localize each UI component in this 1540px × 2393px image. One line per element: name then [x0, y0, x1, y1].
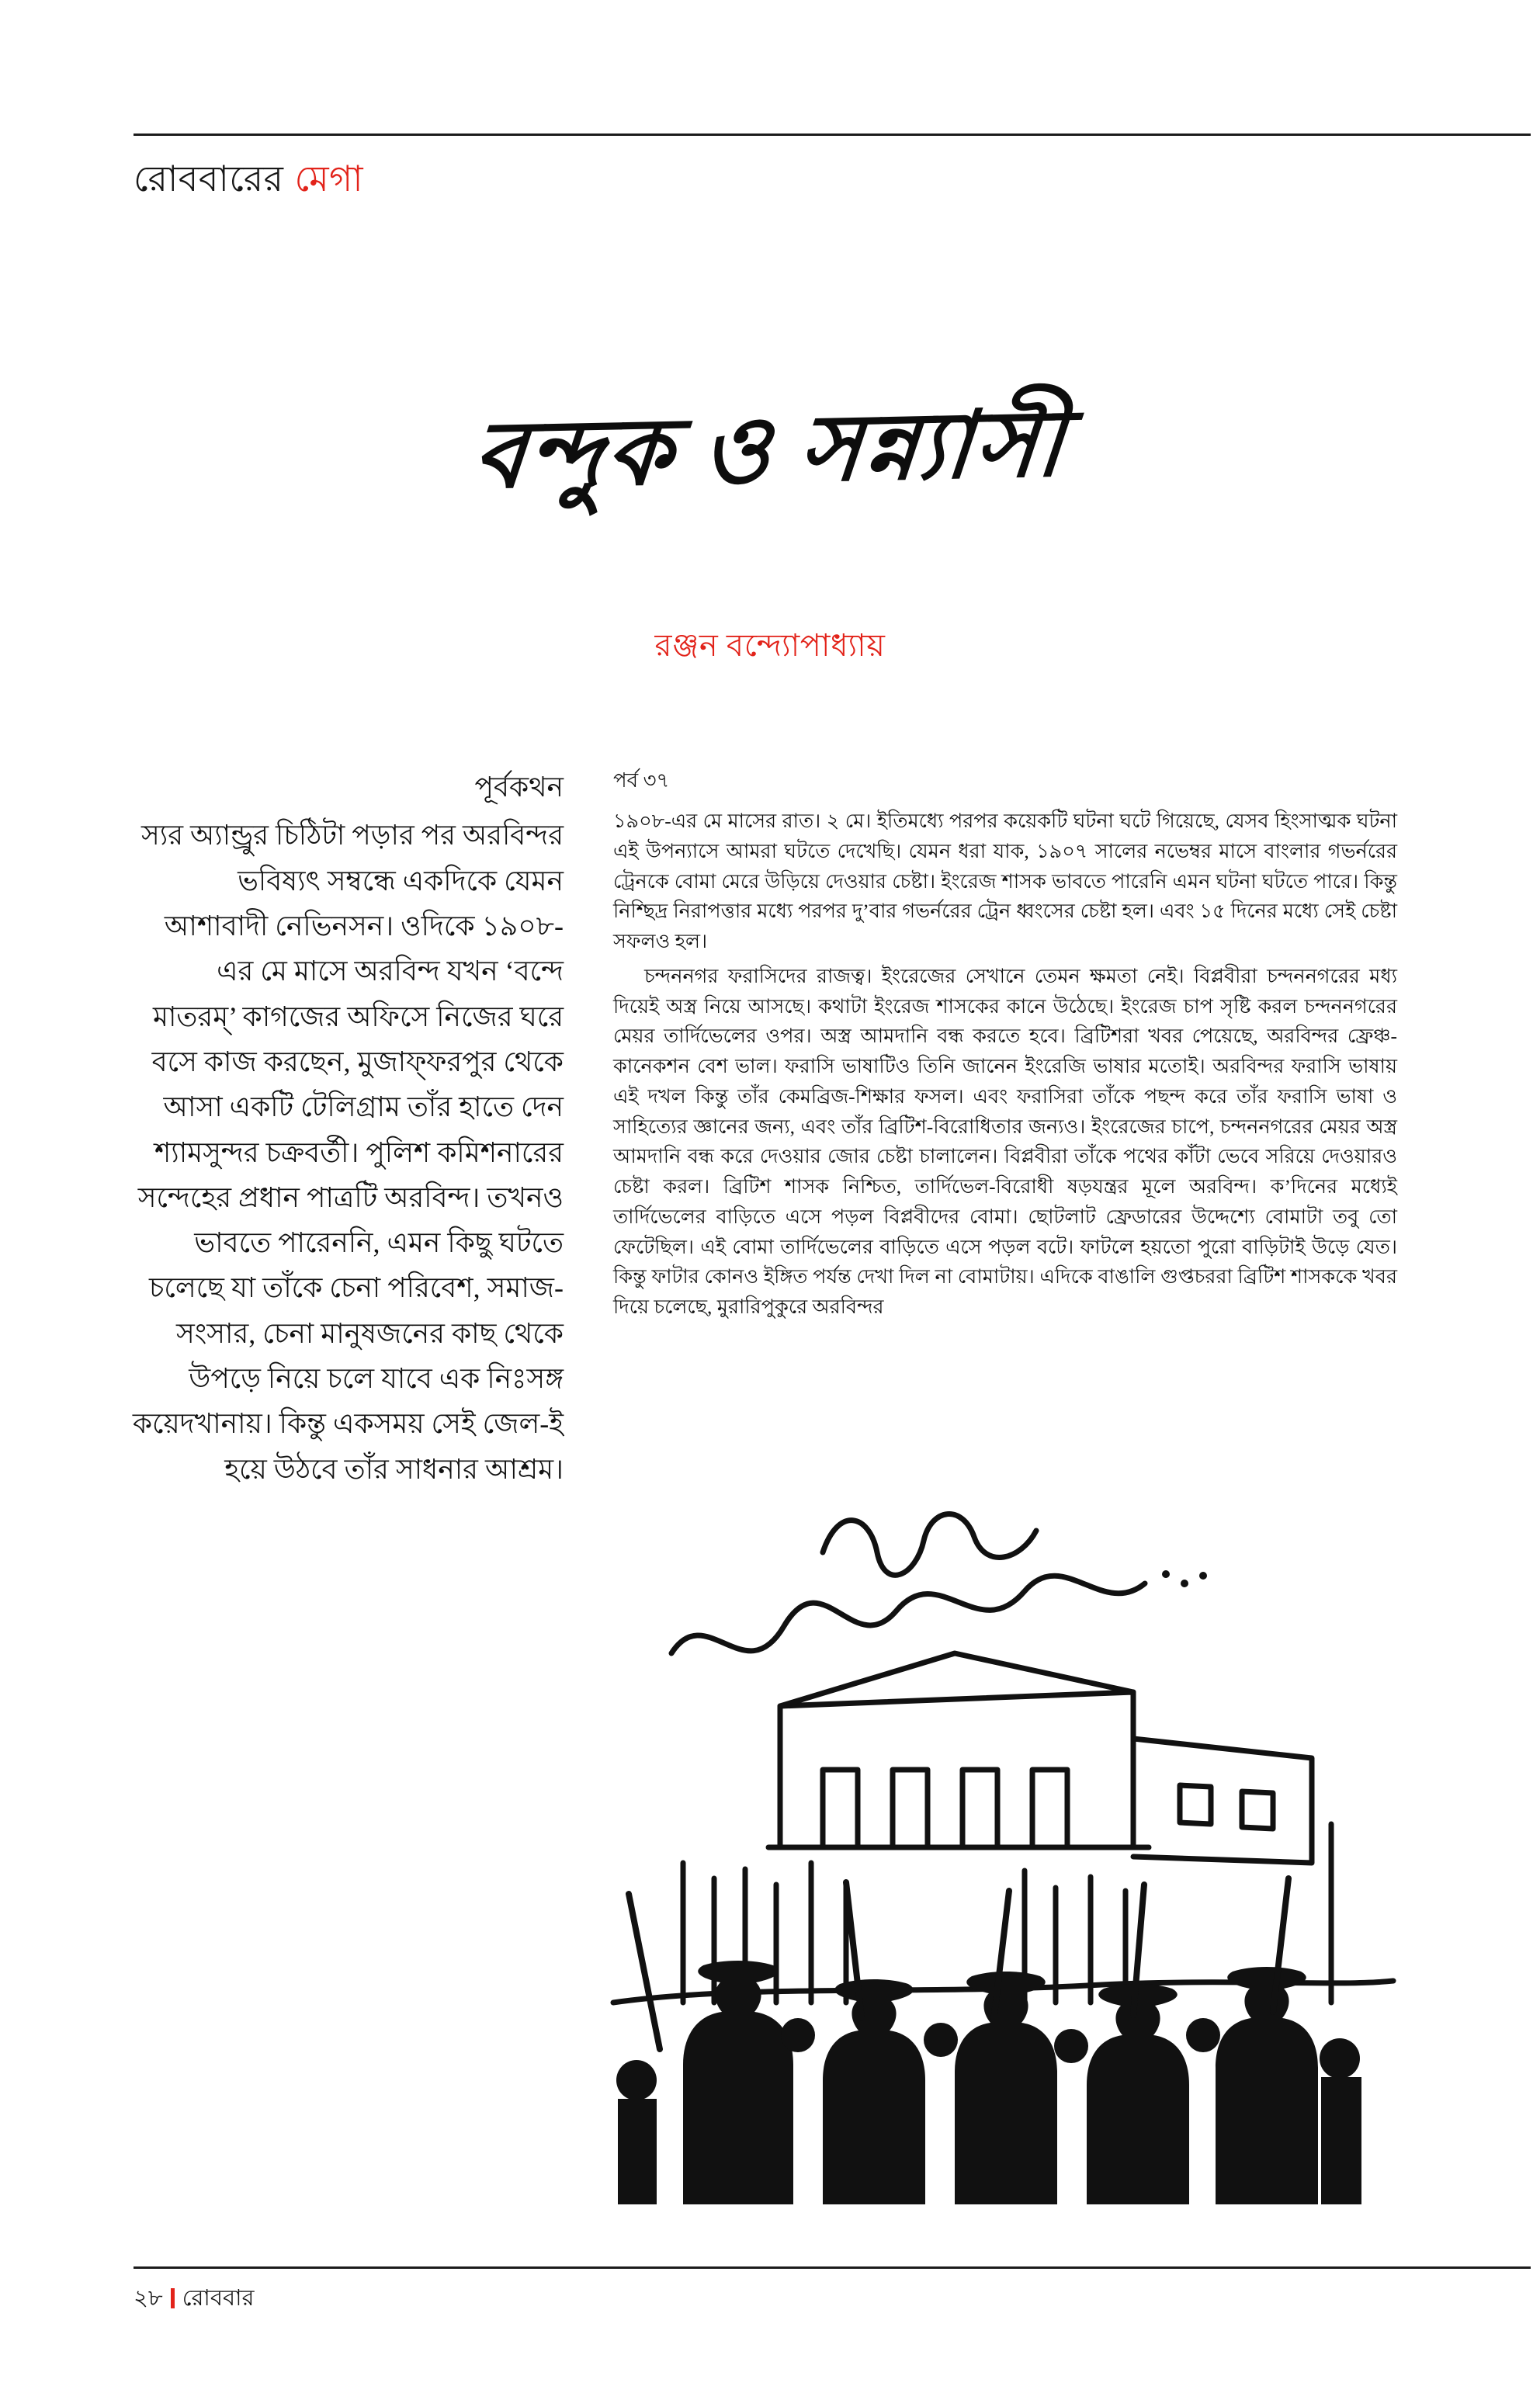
folio-publication: রোববার: [182, 2286, 255, 2311]
body-paragraph: চন্দননগর ফরাসিদের রাজত্ব। ইংরেজের সেখানে তেমন ক্ষমতা নেই। বিপ্লবীরা চন্দননগরের মধ্য দিয়েই অস্ত্র নিয়ে আসছে। কথাটা ইংরেজ শাসকের কানে উঠেছে। ইংরেজ চাপ সৃষ্টি করল চন্দননগরের মেয়র তার্দিভেলের ওপর। অস্ত্র আমদানি বন্ধ করতে হবে। ব্রিটিশরা খবর পেয়েছে, অরবিন্দর ফ্রেঞ্চ-কানেকশন বেশ ভাল। ফরাসি ভাষাটিও তিনি জানেন ইংরেজি ভাষার মতোই। অরবিন্দর ফরাসি ভাষায় এই দখল কিন্তু তাঁর কেমব্রিজ-শিক্ষার ফসল। এবং ফরাসিরা তাঁকে পছন্দ করে তাঁর ফরাসি ভাষা ও সাহিত্যের জ্ঞানের জন্য, এবং তাঁর ব্রিটিশ-বিরোধিতার জন্যও। ইংরেজের চাপে, চন্দননগরের মেয়র অস্ত্র আমদানি বন্ধ করে দেওয়ার জোর চেষ্টা চালালেন। বিপ্লবীরা তাঁকে পথের কাঁটা ভেবে সরিয়ে দেওয়ারও চেষ্টা করল। ব্রিটিশ শাসক নিশ্চিত, তার্দিভেল-বিরোধী ষড়যন্ত্রর মূলে অরবিন্দ। ক’দিনের মধ্যেই তার্দিভেলের বাড়িতে এসে পড়ল বিপ্লবীদের বোমা। ছোটলাট ফ্রেডারের উদ্দেশ্যে বোমাটা তবু তো ফেটেছিল। এই বোমা তার্দিভেলের বাড়িতে এসে পড়ল বটে। ফাটলে হয়তো পুরো বাড়িটাই উড়ে যেত। কিন্তু ফাটার কোনও ইঙ্গিত পর্যন্ত দেখা দিল না বোমাটায়। এদিকে বাঙালি গুপ্তচররা ব্রিটিশ শাসককে খবর দিয়ে চলেছে, মুরারিপুকুরে অরবিন্দর: [613, 964, 1397, 1318]
body-paragraph: ১৯০৮-এর মে মাসের রাত। ২ মে। ইতিমধ্যে পরপর কয়েকটি ঘটনা ঘটে গিয়েছে, যেসব হিংসাত্মক ঘটনা এই উপন্যাসে আমরা ঘটতে দেখেছি। যেমন ধরা যাক, ১৯০৭ সালের নভেম্বর মাসে বাংলার গভর্নরের ট্রেনকে বোমা মেরে উড়িয়ে দেওয়ার চেষ্টা। ইংরেজ শাসক ভাবতে পারেনি এমন ঘটনা ঘটতে পারে। কিন্তু নিশ্ছিদ্র নিরাপত্তার মধ্যে পরপর দু’বার গভর্নরের ট্রেন ধ্বংসের চেষ্টা হল। এবং ১৫ দিনের মধ্যে সেই চেষ্টা সফলও হল।: [613, 810, 1397, 952]
body-column: [613, 765, 1397, 1327]
masthead-prefix: রোববারের: [134, 159, 284, 199]
masthead-highlight: মেগা: [294, 159, 364, 199]
page-title: বন্দুক ও সন্ন্যাসী: [469, 392, 1071, 508]
episode-label: পর্ব ৩৭: [613, 769, 670, 792]
masthead: [134, 152, 363, 211]
recap-label: পূর্বকথন: [474, 772, 564, 803]
author-byline: রঞ্জন বন্দ্যোপাধ্যায়: [654, 628, 886, 663]
footer-divider: [134, 2266, 1531, 2269]
recap-text: স্যর অ্যান্ড্রুর চিঠিটা পড়ার পর অরবিন্দর ভবিষ্যৎ সম্বন্ধে একদিকে যেমন আশাবাদী নেভিনসন। ওদিকে ১৯০৮-এর মে মাসে অরবিন্দ যখন ‘বন্দে মাতরম্‌’ কাগজের অফিসে নিজের ঘরে বসে কাজ করছেন, মুজাফ্ফরপুর থেকে আসা একটি টেলিগ্রাম তাঁর হাতে দেন শ্যামসুন্দর চক্রবর্তী। পুলিশ কমিশনারের সন্দেহের প্রধান পাত্রটি অরবিন্দ। তখনও ভাবতে পারেননি, এমন কিছু ঘটতে চলেছে যা তাঁকে চেনা পরিবেশ, সমাজ-সংসার, চেনা মানুষজনের কাছ থেকে উপড়ে নিয়ে চলে যাবে এক নিঃসঙ্গ কয়েদখানায়। কিন্তু একসময় সেই জেল-ই হয়ে উঠবে তাঁর সাধনার আশ্রম।: [132, 820, 564, 1485]
top-divider: [134, 134, 1531, 136]
page-title-wrap: [0, 392, 1540, 508]
folio-separator: [171, 2288, 175, 2308]
page-folio: [134, 2280, 254, 2318]
crowd-outside-building-illustration: [590, 1459, 1413, 2204]
folio-number: ২৮: [134, 2286, 163, 2311]
recap-column: [132, 765, 564, 1492]
